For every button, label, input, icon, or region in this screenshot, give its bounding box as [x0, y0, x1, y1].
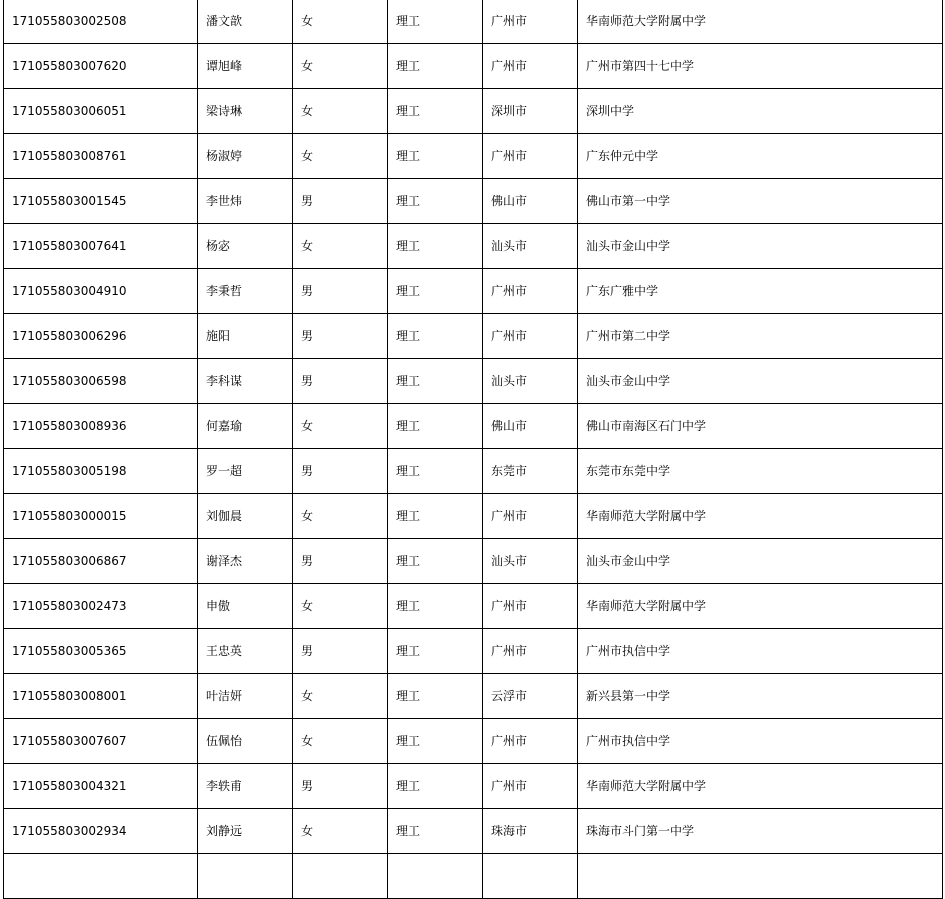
school-cell: 新兴县第一中学 — [578, 674, 943, 719]
student-name-cell: 罗一超 — [198, 449, 293, 494]
city-cell: 广州市 — [483, 0, 578, 44]
city-cell: 深圳市 — [483, 89, 578, 134]
school-cell — [578, 854, 943, 899]
student-name-cell: 申傲 — [198, 584, 293, 629]
school-cell: 广州市执信中学 — [578, 719, 943, 764]
school-cell: 华南师范大学附属中学 — [578, 584, 943, 629]
category-cell: 理工 — [388, 269, 483, 314]
category-cell: 理工 — [388, 719, 483, 764]
student-id-cell — [4, 854, 198, 899]
gender-cell: 女 — [293, 89, 388, 134]
category-cell: 理工 — [388, 764, 483, 809]
table-body — [4, 0, 943, 899]
student-id-cell: 171055803007607 — [4, 719, 198, 764]
gender-cell — [293, 854, 388, 899]
table-row — [4, 269, 943, 314]
city-cell: 广州市 — [483, 314, 578, 359]
table-row — [4, 674, 943, 719]
table-row — [4, 539, 943, 584]
student-name-cell: 李世炜 — [198, 179, 293, 224]
student-name-cell: 施阳 — [198, 314, 293, 359]
school-cell: 汕头市金山中学 — [578, 224, 943, 269]
gender-cell: 男 — [293, 359, 388, 404]
gender-cell: 女 — [293, 584, 388, 629]
table-row — [4, 179, 943, 224]
city-cell: 广州市 — [483, 44, 578, 89]
table-row — [4, 584, 943, 629]
school-cell: 广州市第四十七中学 — [578, 44, 943, 89]
student-id-cell: 171055803005365 — [4, 629, 198, 674]
student-name-cell: 潘文歆 — [198, 0, 293, 44]
category-cell — [388, 854, 483, 899]
table-row — [4, 404, 943, 449]
student-name-cell — [198, 854, 293, 899]
school-cell: 广东仲元中学 — [578, 134, 943, 179]
category-cell: 理工 — [388, 0, 483, 44]
school-cell: 佛山市南海区石门中学 — [578, 404, 943, 449]
student-name-cell: 李轶甫 — [198, 764, 293, 809]
gender-cell: 男 — [293, 269, 388, 314]
category-cell: 理工 — [388, 89, 483, 134]
category-cell: 理工 — [388, 224, 483, 269]
city-cell: 汕头市 — [483, 539, 578, 584]
school-cell: 深圳中学 — [578, 89, 943, 134]
student-id-cell: 171055803005198 — [4, 449, 198, 494]
city-cell: 珠海市 — [483, 809, 578, 854]
city-cell: 汕头市 — [483, 224, 578, 269]
gender-cell: 男 — [293, 764, 388, 809]
student-name-cell: 叶洁妍 — [198, 674, 293, 719]
table-row — [4, 224, 943, 269]
city-cell: 广州市 — [483, 494, 578, 539]
student-id-cell: 171055803007620 — [4, 44, 198, 89]
school-cell: 广州市第二中学 — [578, 314, 943, 359]
category-cell: 理工 — [388, 44, 483, 89]
school-cell: 汕头市金山中学 — [578, 359, 943, 404]
student-name-cell: 何嘉瑜 — [198, 404, 293, 449]
student-id-cell: 171055803008001 — [4, 674, 198, 719]
gender-cell: 女 — [293, 134, 388, 179]
table-row — [4, 89, 943, 134]
student-id-cell: 171055803006296 — [4, 314, 198, 359]
student-id-cell: 171055803004321 — [4, 764, 198, 809]
category-cell: 理工 — [388, 494, 483, 539]
school-cell: 广东广雅中学 — [578, 269, 943, 314]
student-id-cell: 171055803006867 — [4, 539, 198, 584]
city-cell: 广州市 — [483, 764, 578, 809]
student-id-cell: 171055803006598 — [4, 359, 198, 404]
table-row — [4, 134, 943, 179]
student-name-cell: 刘伽晨 — [198, 494, 293, 539]
gender-cell: 男 — [293, 539, 388, 584]
student-name-cell: 梁诗琳 — [198, 89, 293, 134]
student-name-cell: 杨宓 — [198, 224, 293, 269]
city-cell: 东莞市 — [483, 449, 578, 494]
student-id-cell: 171055803008936 — [4, 404, 198, 449]
category-cell: 理工 — [388, 404, 483, 449]
gender-cell: 女 — [293, 674, 388, 719]
school-cell: 广州市执信中学 — [578, 629, 943, 674]
table-row — [4, 314, 943, 359]
school-cell: 珠海市斗门第一中学 — [578, 809, 943, 854]
city-cell: 佛山市 — [483, 179, 578, 224]
gender-cell: 女 — [293, 224, 388, 269]
school-cell: 华南师范大学附属中学 — [578, 494, 943, 539]
student-id-cell: 171055803002934 — [4, 809, 198, 854]
table-row — [4, 719, 943, 764]
gender-cell: 男 — [293, 629, 388, 674]
category-cell: 理工 — [388, 134, 483, 179]
city-cell: 汕头市 — [483, 359, 578, 404]
city-cell — [483, 854, 578, 899]
school-cell: 东莞市东莞中学 — [578, 449, 943, 494]
student-name-cell: 李科谋 — [198, 359, 293, 404]
category-cell: 理工 — [388, 539, 483, 584]
student-table — [3, 0, 943, 899]
student-id-cell: 171055803008761 — [4, 134, 198, 179]
student-id-cell: 171055803007641 — [4, 224, 198, 269]
student-name-cell: 李秉哲 — [198, 269, 293, 314]
student-name-cell: 谢泽杰 — [198, 539, 293, 584]
city-cell: 广州市 — [483, 269, 578, 314]
table-row — [4, 359, 943, 404]
table-row — [4, 0, 943, 44]
table-row — [4, 44, 943, 89]
category-cell: 理工 — [388, 674, 483, 719]
gender-cell: 男 — [293, 179, 388, 224]
gender-cell: 男 — [293, 314, 388, 359]
category-cell: 理工 — [388, 584, 483, 629]
student-name-cell: 伍佩怡 — [198, 719, 293, 764]
student-id-cell: 171055803001545 — [4, 179, 198, 224]
school-cell: 佛山市第一中学 — [578, 179, 943, 224]
city-cell: 广州市 — [483, 584, 578, 629]
city-cell: 广州市 — [483, 134, 578, 179]
table-row — [4, 449, 943, 494]
table-row — [4, 809, 943, 854]
table-row — [4, 629, 943, 674]
student-id-cell: 171055803002473 — [4, 584, 198, 629]
student-id-cell: 171055803000015 — [4, 494, 198, 539]
city-cell: 佛山市 — [483, 404, 578, 449]
category-cell: 理工 — [388, 449, 483, 494]
student-name-cell: 王忠英 — [198, 629, 293, 674]
category-cell: 理工 — [388, 629, 483, 674]
student-id-cell: 171055803006051 — [4, 89, 198, 134]
category-cell: 理工 — [388, 359, 483, 404]
gender-cell: 女 — [293, 809, 388, 854]
gender-cell: 女 — [293, 719, 388, 764]
gender-cell: 男 — [293, 449, 388, 494]
table-row — [4, 854, 943, 899]
student-name-cell: 刘静远 — [198, 809, 293, 854]
category-cell: 理工 — [388, 809, 483, 854]
student-name-cell: 谭旭峰 — [198, 44, 293, 89]
city-cell: 广州市 — [483, 629, 578, 674]
table-row — [4, 764, 943, 809]
student-name-cell: 杨淑婷 — [198, 134, 293, 179]
category-cell: 理工 — [388, 314, 483, 359]
gender-cell: 女 — [293, 0, 388, 44]
school-cell: 华南师范大学附属中学 — [578, 0, 943, 44]
gender-cell: 女 — [293, 404, 388, 449]
school-cell: 汕头市金山中学 — [578, 539, 943, 584]
gender-cell: 女 — [293, 44, 388, 89]
city-cell: 云浮市 — [483, 674, 578, 719]
city-cell: 广州市 — [483, 719, 578, 764]
student-id-cell: 171055803004910 — [4, 269, 198, 314]
category-cell: 理工 — [388, 179, 483, 224]
school-cell: 华南师范大学附属中学 — [578, 764, 943, 809]
gender-cell: 女 — [293, 494, 388, 539]
student-id-cell: 171055803002508 — [4, 0, 198, 44]
table-row — [4, 494, 943, 539]
